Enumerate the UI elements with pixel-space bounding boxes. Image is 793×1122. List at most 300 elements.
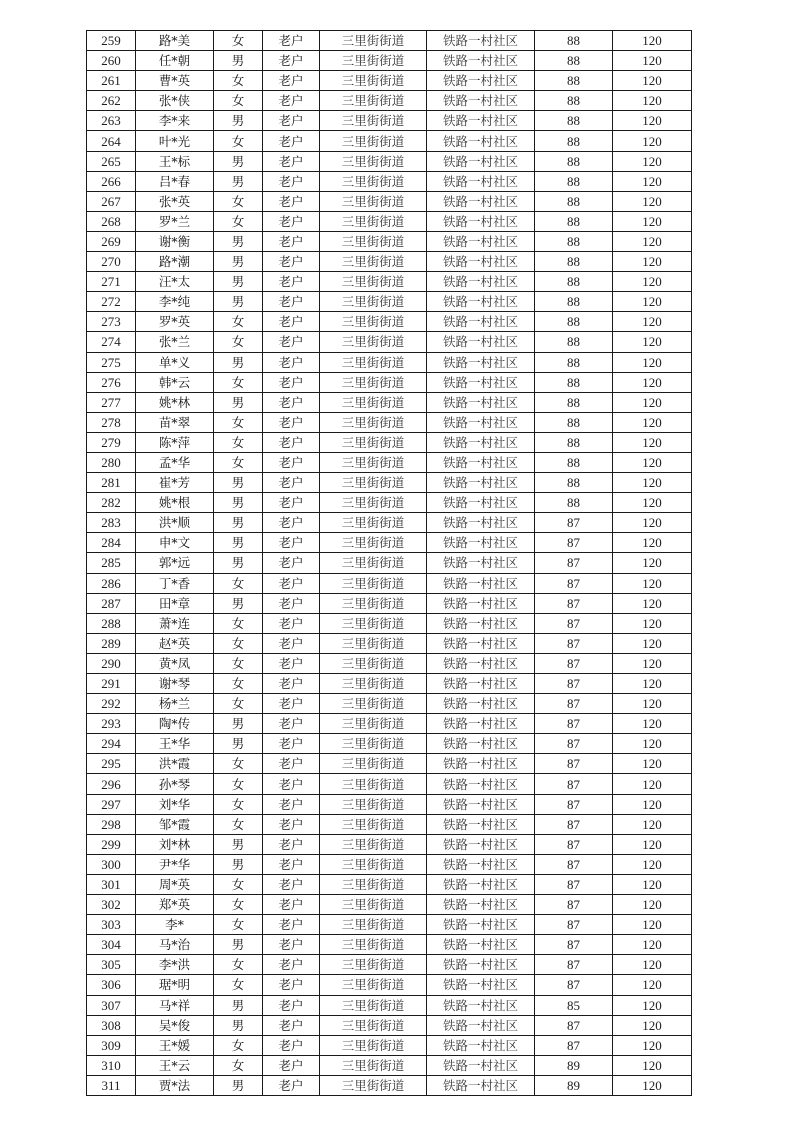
cell-subdistrict: 三里街街道 <box>320 714 427 734</box>
cell-name: 田*章 <box>136 593 214 613</box>
cell-community: 铁路一村社区 <box>427 211 535 231</box>
cell-gender: 女 <box>214 332 263 352</box>
cell-household-type: 老户 <box>263 332 320 352</box>
cell-amount: 120 <box>613 352 692 372</box>
cell-score: 88 <box>535 211 613 231</box>
cell-amount: 120 <box>613 392 692 412</box>
cell-name: 任*朝 <box>136 51 214 71</box>
cell-gender: 女 <box>214 191 263 211</box>
cell-community: 铁路一村社区 <box>427 513 535 533</box>
cell-gender: 男 <box>214 292 263 312</box>
cell-subdistrict: 三里街街道 <box>320 513 427 533</box>
cell-amount: 120 <box>613 473 692 493</box>
table-row <box>87 71 692 91</box>
cell-score: 88 <box>535 372 613 392</box>
cell-subdistrict: 三里街街道 <box>320 674 427 694</box>
cell-subdistrict: 三里街街道 <box>320 915 427 935</box>
cell-name: 邹*霞 <box>136 814 214 834</box>
cell-subdistrict: 三里街街道 <box>320 995 427 1015</box>
cell-household-type: 老户 <box>263 573 320 593</box>
table-row <box>87 653 692 673</box>
cell-community: 铁路一村社区 <box>427 292 535 312</box>
cell-gender: 女 <box>214 91 263 111</box>
cell-amount: 120 <box>613 915 692 935</box>
cell-amount: 120 <box>613 975 692 995</box>
table-row <box>87 1035 692 1055</box>
cell-amount: 120 <box>613 332 692 352</box>
cell-gender: 女 <box>214 312 263 332</box>
cell-community: 铁路一村社区 <box>427 834 535 854</box>
table-row <box>87 1055 692 1075</box>
cell-name: 赵*英 <box>136 633 214 653</box>
cell-subdistrict: 三里街街道 <box>320 493 427 513</box>
cell-score: 87 <box>535 1035 613 1055</box>
cell-amount: 120 <box>613 191 692 211</box>
cell-gender: 男 <box>214 473 263 493</box>
cell-household-type: 老户 <box>263 895 320 915</box>
cell-amount: 120 <box>613 854 692 874</box>
cell-gender: 女 <box>214 211 263 231</box>
cell-amount: 120 <box>613 714 692 734</box>
cell-serial-number: 276 <box>87 372 136 392</box>
table-row <box>87 995 692 1015</box>
cell-name: 王*标 <box>136 151 214 171</box>
cell-subdistrict: 三里街街道 <box>320 694 427 714</box>
table-row <box>87 372 692 392</box>
cell-gender: 女 <box>214 975 263 995</box>
cell-amount: 120 <box>613 995 692 1015</box>
cell-subdistrict: 三里街街道 <box>320 895 427 915</box>
cell-name: 吴*俊 <box>136 1015 214 1035</box>
cell-score: 87 <box>535 1015 613 1035</box>
cell-household-type: 老户 <box>263 653 320 673</box>
cell-score: 87 <box>535 714 613 734</box>
cell-name: 罗*兰 <box>136 211 214 231</box>
cell-subdistrict: 三里街街道 <box>320 553 427 573</box>
cell-serial-number: 294 <box>87 734 136 754</box>
cell-community: 铁路一村社区 <box>427 412 535 432</box>
cell-serial-number: 289 <box>87 633 136 653</box>
cell-serial-number: 270 <box>87 252 136 272</box>
cell-amount: 120 <box>613 874 692 894</box>
cell-community: 铁路一村社区 <box>427 1015 535 1035</box>
cell-amount: 120 <box>613 895 692 915</box>
cell-name: 陈*萍 <box>136 432 214 452</box>
cell-gender: 女 <box>214 895 263 915</box>
cell-subdistrict: 三里街街道 <box>320 352 427 372</box>
cell-score: 88 <box>535 91 613 111</box>
cell-score: 87 <box>535 874 613 894</box>
cell-subdistrict: 三里街街道 <box>320 91 427 111</box>
cell-score: 88 <box>535 191 613 211</box>
table-row <box>87 674 692 694</box>
cell-household-type: 老户 <box>263 231 320 251</box>
table-row <box>87 915 692 935</box>
cell-gender: 女 <box>214 874 263 894</box>
table-row <box>87 432 692 452</box>
cell-amount: 120 <box>613 1055 692 1075</box>
table-row <box>87 854 692 874</box>
cell-score: 88 <box>535 432 613 452</box>
cell-community: 铁路一村社区 <box>427 935 535 955</box>
cell-score: 87 <box>535 834 613 854</box>
cell-household-type: 老户 <box>263 975 320 995</box>
cell-community: 铁路一村社区 <box>427 915 535 935</box>
cell-score: 85 <box>535 995 613 1015</box>
cell-serial-number: 275 <box>87 352 136 372</box>
cell-serial-number: 269 <box>87 231 136 251</box>
cell-household-type: 老户 <box>263 473 320 493</box>
cell-amount: 120 <box>613 613 692 633</box>
cell-name: 韩*云 <box>136 372 214 392</box>
cell-amount: 120 <box>613 814 692 834</box>
cell-name: 李*来 <box>136 111 214 131</box>
table-row <box>87 613 692 633</box>
cell-subdistrict: 三里街街道 <box>320 935 427 955</box>
cell-name: 李* <box>136 915 214 935</box>
cell-subdistrict: 三里街街道 <box>320 332 427 352</box>
cell-household-type: 老户 <box>263 252 320 272</box>
cell-gender: 男 <box>214 272 263 292</box>
cell-community: 铁路一村社区 <box>427 653 535 673</box>
cell-gender: 女 <box>214 633 263 653</box>
cell-name: 罗*英 <box>136 312 214 332</box>
table-row <box>87 473 692 493</box>
cell-household-type: 老户 <box>263 834 320 854</box>
cell-score: 88 <box>535 412 613 432</box>
table-row <box>87 352 692 372</box>
table-row <box>87 593 692 613</box>
cell-serial-number: 305 <box>87 955 136 975</box>
cell-community: 铁路一村社区 <box>427 593 535 613</box>
cell-community: 铁路一村社区 <box>427 493 535 513</box>
cell-household-type: 老户 <box>263 633 320 653</box>
cell-name: 苗*翠 <box>136 412 214 432</box>
cell-household-type: 老户 <box>263 312 320 332</box>
cell-household-type: 老户 <box>263 754 320 774</box>
cell-household-type: 老户 <box>263 613 320 633</box>
cell-community: 铁路一村社区 <box>427 231 535 251</box>
cell-household-type: 老户 <box>263 432 320 452</box>
cell-subdistrict: 三里街街道 <box>320 593 427 613</box>
table-row <box>87 312 692 332</box>
cell-name: 陶*传 <box>136 714 214 734</box>
table-row <box>87 734 692 754</box>
cell-subdistrict: 三里街街道 <box>320 292 427 312</box>
cell-score: 88 <box>535 392 613 412</box>
cell-amount: 120 <box>613 452 692 472</box>
table-row <box>87 513 692 533</box>
cell-name: 姚*根 <box>136 493 214 513</box>
cell-community: 铁路一村社区 <box>427 613 535 633</box>
table-row <box>87 774 692 794</box>
cell-gender: 男 <box>214 111 263 131</box>
cell-serial-number: 284 <box>87 533 136 553</box>
cell-gender: 男 <box>214 714 263 734</box>
cell-serial-number: 291 <box>87 674 136 694</box>
cell-serial-number: 280 <box>87 452 136 472</box>
cell-gender: 女 <box>214 1055 263 1075</box>
cell-community: 铁路一村社区 <box>427 975 535 995</box>
cell-community: 铁路一村社区 <box>427 774 535 794</box>
cell-community: 铁路一村社区 <box>427 392 535 412</box>
cell-amount: 120 <box>613 151 692 171</box>
cell-amount: 120 <box>613 292 692 312</box>
cell-amount: 120 <box>613 633 692 653</box>
cell-amount: 120 <box>613 754 692 774</box>
table-row <box>87 794 692 814</box>
cell-score: 88 <box>535 151 613 171</box>
cell-score: 89 <box>535 1055 613 1075</box>
table-row <box>87 31 692 51</box>
cell-name: 姚*林 <box>136 392 214 412</box>
cell-subdistrict: 三里街街道 <box>320 734 427 754</box>
cell-gender: 男 <box>214 935 263 955</box>
cell-amount: 120 <box>613 935 692 955</box>
cell-score: 87 <box>535 794 613 814</box>
cell-amount: 120 <box>613 1015 692 1035</box>
cell-household-type: 老户 <box>263 372 320 392</box>
cell-serial-number: 271 <box>87 272 136 292</box>
cell-subdistrict: 三里街街道 <box>320 854 427 874</box>
cell-gender: 女 <box>214 814 263 834</box>
cell-subdistrict: 三里街街道 <box>320 834 427 854</box>
cell-gender: 男 <box>214 1075 263 1095</box>
cell-household-type: 老户 <box>263 955 320 975</box>
cell-serial-number: 311 <box>87 1075 136 1095</box>
cell-subdistrict: 三里街街道 <box>320 111 427 131</box>
cell-community: 铁路一村社区 <box>427 573 535 593</box>
cell-subdistrict: 三里街街道 <box>320 955 427 975</box>
cell-serial-number: 309 <box>87 1035 136 1055</box>
table-row <box>87 935 692 955</box>
cell-community: 铁路一村社区 <box>427 31 535 51</box>
cell-gender: 女 <box>214 774 263 794</box>
cell-amount: 120 <box>613 51 692 71</box>
cell-score: 87 <box>535 975 613 995</box>
cell-subdistrict: 三里街街道 <box>320 252 427 272</box>
cell-score: 88 <box>535 352 613 372</box>
cell-name: 王*华 <box>136 734 214 754</box>
cell-serial-number: 282 <box>87 493 136 513</box>
cell-community: 铁路一村社区 <box>427 734 535 754</box>
cell-subdistrict: 三里街街道 <box>320 211 427 231</box>
cell-gender: 女 <box>214 412 263 432</box>
cell-serial-number: 308 <box>87 1015 136 1035</box>
cell-amount: 120 <box>613 955 692 975</box>
cell-name: 刘*华 <box>136 794 214 814</box>
cell-name: 王*媛 <box>136 1035 214 1055</box>
cell-score: 87 <box>535 573 613 593</box>
cell-gender: 女 <box>214 372 263 392</box>
cell-score: 88 <box>535 332 613 352</box>
table-row <box>87 553 692 573</box>
cell-community: 铁路一村社区 <box>427 312 535 332</box>
cell-community: 铁路一村社区 <box>427 1075 535 1095</box>
table-row <box>87 694 692 714</box>
cell-name: 曹*英 <box>136 71 214 91</box>
cell-serial-number: 260 <box>87 51 136 71</box>
cell-community: 铁路一村社区 <box>427 272 535 292</box>
cell-serial-number: 273 <box>87 312 136 332</box>
cell-subdistrict: 三里街街道 <box>320 613 427 633</box>
table-row <box>87 633 692 653</box>
cell-serial-number: 262 <box>87 91 136 111</box>
cell-serial-number: 263 <box>87 111 136 131</box>
cell-name: 路*潮 <box>136 252 214 272</box>
cell-gender: 男 <box>214 151 263 171</box>
cell-amount: 120 <box>613 412 692 432</box>
cell-score: 88 <box>535 252 613 272</box>
cell-subdistrict: 三里街街道 <box>320 573 427 593</box>
cell-score: 87 <box>535 593 613 613</box>
cell-score: 87 <box>535 814 613 834</box>
cell-serial-number: 278 <box>87 412 136 432</box>
cell-household-type: 老户 <box>263 874 320 894</box>
cell-serial-number: 268 <box>87 211 136 231</box>
cell-gender: 男 <box>214 352 263 372</box>
cell-subdistrict: 三里街街道 <box>320 171 427 191</box>
cell-household-type: 老户 <box>263 915 320 935</box>
cell-name: 黄*凤 <box>136 653 214 673</box>
cell-community: 铁路一村社区 <box>427 51 535 71</box>
cell-community: 铁路一村社区 <box>427 452 535 472</box>
cell-name: 张*英 <box>136 191 214 211</box>
cell-amount: 120 <box>613 553 692 573</box>
cell-subdistrict: 三里街街道 <box>320 151 427 171</box>
cell-community: 铁路一村社区 <box>427 674 535 694</box>
cell-community: 铁路一村社区 <box>427 553 535 573</box>
cell-gender: 男 <box>214 493 263 513</box>
cell-gender: 男 <box>214 252 263 272</box>
cell-serial-number: 279 <box>87 432 136 452</box>
cell-subdistrict: 三里街街道 <box>320 874 427 894</box>
cell-community: 铁路一村社区 <box>427 633 535 653</box>
cell-community: 铁路一村社区 <box>427 473 535 493</box>
cell-community: 铁路一村社区 <box>427 131 535 151</box>
cell-score: 87 <box>535 613 613 633</box>
cell-name: 路*美 <box>136 31 214 51</box>
cell-subdistrict: 三里街街道 <box>320 71 427 91</box>
cell-serial-number: 299 <box>87 834 136 854</box>
cell-score: 87 <box>535 895 613 915</box>
cell-score: 87 <box>535 734 613 754</box>
cell-serial-number: 285 <box>87 553 136 573</box>
cell-gender: 男 <box>214 51 263 71</box>
cell-subdistrict: 三里街街道 <box>320 51 427 71</box>
cell-gender: 女 <box>214 452 263 472</box>
cell-community: 铁路一村社区 <box>427 714 535 734</box>
cell-household-type: 老户 <box>263 31 320 51</box>
cell-gender: 男 <box>214 1015 263 1035</box>
cell-gender: 男 <box>214 734 263 754</box>
cell-score: 88 <box>535 51 613 71</box>
cell-score: 87 <box>535 553 613 573</box>
cell-amount: 120 <box>613 493 692 513</box>
cell-household-type: 老户 <box>263 1055 320 1075</box>
cell-name: 贾*法 <box>136 1075 214 1095</box>
cell-amount: 120 <box>613 231 692 251</box>
cell-name: 崔*芳 <box>136 473 214 493</box>
cell-community: 铁路一村社区 <box>427 814 535 834</box>
cell-score: 87 <box>535 915 613 935</box>
cell-household-type: 老户 <box>263 513 320 533</box>
cell-score: 87 <box>535 854 613 874</box>
cell-gender: 男 <box>214 171 263 191</box>
cell-gender: 男 <box>214 513 263 533</box>
cell-score: 88 <box>535 312 613 332</box>
table-row <box>87 975 692 995</box>
cell-gender: 女 <box>214 754 263 774</box>
cell-serial-number: 296 <box>87 774 136 794</box>
cell-name: 孙*琴 <box>136 774 214 794</box>
cell-community: 铁路一村社区 <box>427 252 535 272</box>
cell-gender: 男 <box>214 834 263 854</box>
cell-household-type: 老户 <box>263 734 320 754</box>
cell-score: 87 <box>535 955 613 975</box>
cell-serial-number: 261 <box>87 71 136 91</box>
cell-subdistrict: 三里街街道 <box>320 975 427 995</box>
cell-gender: 男 <box>214 593 263 613</box>
cell-gender: 女 <box>214 794 263 814</box>
cell-amount: 120 <box>613 694 692 714</box>
cell-amount: 120 <box>613 111 692 131</box>
table-row <box>87 573 692 593</box>
cell-subdistrict: 三里街街道 <box>320 452 427 472</box>
table-row <box>87 533 692 553</box>
cell-name: 单*义 <box>136 352 214 372</box>
cell-amount: 120 <box>613 774 692 794</box>
cell-household-type: 老户 <box>263 292 320 312</box>
cell-subdistrict: 三里街街道 <box>320 794 427 814</box>
cell-serial-number: 300 <box>87 854 136 874</box>
cell-gender: 男 <box>214 854 263 874</box>
cell-name: 谢*衡 <box>136 231 214 251</box>
table-row <box>87 131 692 151</box>
cell-gender: 男 <box>214 553 263 573</box>
cell-amount: 120 <box>613 1075 692 1095</box>
cell-community: 铁路一村社区 <box>427 694 535 714</box>
cell-score: 88 <box>535 292 613 312</box>
cell-score: 88 <box>535 473 613 493</box>
table-row <box>87 231 692 251</box>
cell-name: 刘*林 <box>136 834 214 854</box>
cell-name: 周*英 <box>136 874 214 894</box>
cell-name: 张*兰 <box>136 332 214 352</box>
cell-amount: 120 <box>613 171 692 191</box>
cell-subdistrict: 三里街街道 <box>320 633 427 653</box>
document-table-container <box>86 30 692 1096</box>
cell-serial-number: 304 <box>87 935 136 955</box>
cell-amount: 120 <box>613 272 692 292</box>
cell-subdistrict: 三里街街道 <box>320 1055 427 1075</box>
cell-household-type: 老户 <box>263 131 320 151</box>
cell-score: 88 <box>535 272 613 292</box>
table-row <box>87 252 692 272</box>
cell-name: 王*云 <box>136 1055 214 1075</box>
cell-name: 汪*太 <box>136 272 214 292</box>
cell-household-type: 老户 <box>263 593 320 613</box>
cell-subdistrict: 三里街街道 <box>320 131 427 151</box>
cell-name: 叶*光 <box>136 131 214 151</box>
cell-household-type: 老户 <box>263 774 320 794</box>
cell-gender: 女 <box>214 573 263 593</box>
cell-household-type: 老户 <box>263 452 320 472</box>
cell-community: 铁路一村社区 <box>427 533 535 553</box>
cell-name: 郑*英 <box>136 895 214 915</box>
cell-score: 87 <box>535 633 613 653</box>
cell-serial-number: 283 <box>87 513 136 533</box>
